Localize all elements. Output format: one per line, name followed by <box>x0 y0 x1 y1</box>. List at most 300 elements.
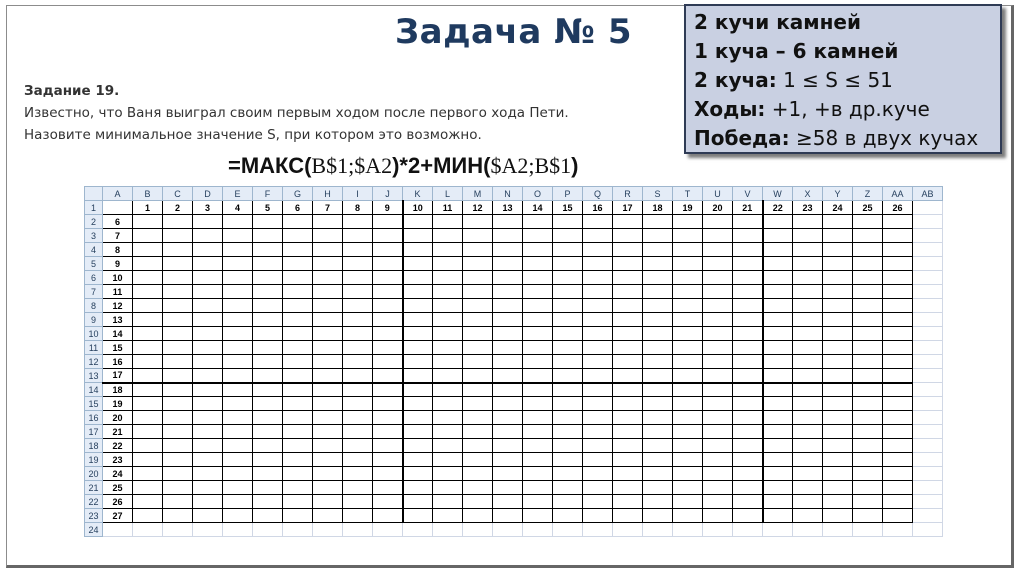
sheet-cell[interactable] <box>793 481 823 495</box>
sheet-cell[interactable] <box>913 341 943 355</box>
sheet-cell[interactable] <box>763 257 793 271</box>
sheet-cell[interactable] <box>733 369 763 383</box>
sheet-cell[interactable] <box>463 243 493 257</box>
sheet-cell[interactable] <box>433 355 463 369</box>
sheet-cell[interactable] <box>703 383 733 397</box>
sheet-cell[interactable] <box>523 355 553 369</box>
sheet-cell[interactable] <box>133 481 163 495</box>
sheet-cell[interactable] <box>343 313 373 327</box>
sheet-cell[interactable] <box>883 481 913 495</box>
row-header[interactable]: 19 <box>85 453 103 467</box>
sheet-cell[interactable] <box>223 313 253 327</box>
sheet-cell[interactable] <box>313 313 343 327</box>
sheet-cell[interactable] <box>643 425 673 439</box>
sheet-cell[interactable] <box>403 523 433 537</box>
sheet-cell[interactable] <box>853 369 883 383</box>
column-header[interactable]: W <box>763 187 793 201</box>
sheet-cell[interactable] <box>583 313 613 327</box>
sheet-cell[interactable] <box>313 439 343 453</box>
sheet-cell[interactable]: 17 <box>613 201 643 215</box>
sheet-cell[interactable] <box>193 285 223 299</box>
sheet-cell[interactable] <box>523 425 553 439</box>
sheet-cell[interactable] <box>433 271 463 285</box>
sheet-cell[interactable] <box>313 495 343 509</box>
sheet-cell[interactable] <box>313 257 343 271</box>
sheet-cell[interactable] <box>733 327 763 341</box>
sheet-cell[interactable] <box>493 243 523 257</box>
sheet-cell[interactable] <box>223 257 253 271</box>
sheet-cell[interactable] <box>823 285 853 299</box>
sheet-cell[interactable] <box>883 271 913 285</box>
sheet-cell[interactable] <box>553 495 583 509</box>
sheet-cell[interactable] <box>523 229 553 243</box>
sheet-cell[interactable]: 20 <box>703 201 733 215</box>
sheet-cell[interactable] <box>583 327 613 341</box>
sheet-cell[interactable] <box>643 397 673 411</box>
row-header[interactable]: 18 <box>85 439 103 453</box>
row-header[interactable]: 8 <box>85 299 103 313</box>
sheet-cell[interactable] <box>703 271 733 285</box>
sheet-cell[interactable] <box>283 453 313 467</box>
sheet-cell[interactable] <box>703 481 733 495</box>
sheet-cell[interactable] <box>253 425 283 439</box>
sheet-cell[interactable] <box>733 271 763 285</box>
column-header[interactable]: K <box>403 187 433 201</box>
sheet-cell[interactable] <box>163 495 193 509</box>
sheet-cell[interactable] <box>133 271 163 285</box>
sheet-cell[interactable] <box>553 453 583 467</box>
sheet-cell[interactable] <box>373 271 403 285</box>
sheet-cell[interactable] <box>223 271 253 285</box>
sheet-cell[interactable] <box>793 453 823 467</box>
sheet-cell[interactable] <box>883 341 913 355</box>
sheet-cell[interactable] <box>913 467 943 481</box>
sheet-cell[interactable] <box>133 397 163 411</box>
sheet-cell[interactable] <box>373 481 403 495</box>
sheet-cell[interactable] <box>733 397 763 411</box>
sheet-cell[interactable] <box>793 495 823 509</box>
sheet-cell[interactable] <box>493 313 523 327</box>
sheet-cell[interactable]: 16 <box>103 355 133 369</box>
sheet-cell[interactable]: 21 <box>733 201 763 215</box>
sheet-cell[interactable] <box>223 481 253 495</box>
sheet-cell[interactable] <box>433 495 463 509</box>
sheet-cell[interactable] <box>493 523 523 537</box>
column-header[interactable]: G <box>283 187 313 201</box>
sheet-cell[interactable] <box>793 243 823 257</box>
sheet-cell[interactable] <box>223 523 253 537</box>
sheet-cell[interactable] <box>133 369 163 383</box>
sheet-cell[interactable] <box>733 285 763 299</box>
sheet-cell[interactable] <box>223 509 253 523</box>
column-header[interactable]: P <box>553 187 583 201</box>
sheet-cell[interactable] <box>373 369 403 383</box>
sheet-cell[interactable] <box>373 243 403 257</box>
sheet-cell[interactable] <box>433 327 463 341</box>
sheet-cell[interactable] <box>673 355 703 369</box>
sheet-cell[interactable] <box>133 453 163 467</box>
sheet-cell[interactable] <box>193 327 223 341</box>
sheet-cell[interactable]: 24 <box>103 467 133 481</box>
sheet-cell[interactable] <box>583 341 613 355</box>
sheet-cell[interactable] <box>733 425 763 439</box>
sheet-cell[interactable] <box>733 257 763 271</box>
sheet-cell[interactable] <box>883 467 913 481</box>
sheet-cell[interactable]: 10 <box>103 271 133 285</box>
sheet-cell[interactable] <box>313 383 343 397</box>
sheet-cell[interactable] <box>883 215 913 229</box>
sheet-cell[interactable] <box>253 453 283 467</box>
sheet-cell[interactable] <box>283 495 313 509</box>
sheet-cell[interactable]: 11 <box>103 285 133 299</box>
row-header[interactable]: 21 <box>85 481 103 495</box>
sheet-cell[interactable] <box>613 439 643 453</box>
sheet-cell[interactable] <box>703 285 733 299</box>
sheet-cell[interactable] <box>373 495 403 509</box>
sheet-cell[interactable] <box>193 397 223 411</box>
sheet-cell[interactable] <box>223 383 253 397</box>
sheet-cell[interactable] <box>343 397 373 411</box>
sheet-cell[interactable] <box>193 481 223 495</box>
sheet-cell[interactable] <box>883 299 913 313</box>
sheet-cell[interactable] <box>583 495 613 509</box>
sheet-cell[interactable]: 25 <box>103 481 133 495</box>
sheet-cell[interactable] <box>823 369 853 383</box>
sheet-cell[interactable] <box>793 215 823 229</box>
sheet-cell[interactable] <box>253 509 283 523</box>
sheet-cell[interactable] <box>373 229 403 243</box>
sheet-cell[interactable] <box>883 411 913 425</box>
sheet-cell[interactable] <box>553 397 583 411</box>
sheet-cell[interactable]: 20 <box>103 411 133 425</box>
sheet-cell[interactable] <box>793 411 823 425</box>
sheet-cell[interactable] <box>343 299 373 313</box>
sheet-cell[interactable] <box>733 299 763 313</box>
sheet-cell[interactable] <box>343 257 373 271</box>
sheet-cell[interactable] <box>853 425 883 439</box>
sheet-cell[interactable] <box>823 243 853 257</box>
sheet-cell[interactable]: 14 <box>523 201 553 215</box>
column-header[interactable]: X <box>793 187 823 201</box>
sheet-cell[interactable] <box>673 299 703 313</box>
sheet-cell[interactable] <box>583 425 613 439</box>
sheet-cell[interactable] <box>463 509 493 523</box>
sheet-cell[interactable] <box>673 369 703 383</box>
sheet-cell[interactable] <box>553 523 583 537</box>
sheet-cell[interactable] <box>763 411 793 425</box>
sheet-cell[interactable] <box>403 453 433 467</box>
sheet-cell[interactable] <box>553 369 583 383</box>
row-header[interactable]: 6 <box>85 271 103 285</box>
sheet-cell[interactable] <box>853 509 883 523</box>
sheet-cell[interactable] <box>703 299 733 313</box>
sheet-cell[interactable] <box>343 341 373 355</box>
sheet-cell[interactable] <box>583 229 613 243</box>
sheet-cell[interactable] <box>673 481 703 495</box>
sheet-cell[interactable] <box>703 453 733 467</box>
sheet-cell[interactable] <box>583 439 613 453</box>
sheet-cell[interactable] <box>373 383 403 397</box>
sheet-cell[interactable] <box>913 215 943 229</box>
sheet-cell[interactable] <box>463 425 493 439</box>
column-header[interactable]: S <box>643 187 673 201</box>
sheet-cell[interactable] <box>913 481 943 495</box>
row-header[interactable]: 20 <box>85 467 103 481</box>
sheet-cell[interactable] <box>433 397 463 411</box>
sheet-cell[interactable] <box>793 523 823 537</box>
sheet-cell[interactable] <box>613 509 643 523</box>
sheet-cell[interactable] <box>313 299 343 313</box>
sheet-cell[interactable] <box>253 523 283 537</box>
sheet-cell[interactable] <box>253 397 283 411</box>
sheet-cell[interactable] <box>463 257 493 271</box>
sheet-cell[interactable] <box>493 453 523 467</box>
sheet-cell[interactable] <box>463 439 493 453</box>
sheet-cell[interactable] <box>793 299 823 313</box>
sheet-cell[interactable] <box>493 215 523 229</box>
sheet-cell[interactable] <box>163 467 193 481</box>
sheet-cell[interactable] <box>913 201 943 215</box>
sheet-cell[interactable] <box>673 243 703 257</box>
sheet-cell[interactable] <box>643 229 673 243</box>
sheet-cell[interactable] <box>673 313 703 327</box>
sheet-cell[interactable] <box>613 313 643 327</box>
sheet-cell[interactable] <box>283 523 313 537</box>
sheet-cell[interactable] <box>253 383 283 397</box>
sheet-cell[interactable] <box>223 299 253 313</box>
sheet-cell[interactable] <box>763 495 793 509</box>
sheet-cell[interactable] <box>433 215 463 229</box>
sheet-cell[interactable] <box>703 369 733 383</box>
sheet-cell[interactable] <box>763 481 793 495</box>
sheet-cell[interactable] <box>853 341 883 355</box>
sheet-cell[interactable] <box>553 215 583 229</box>
sheet-cell[interactable] <box>913 355 943 369</box>
sheet-cell[interactable] <box>853 495 883 509</box>
sheet-cell[interactable] <box>613 495 643 509</box>
sheet-cell[interactable] <box>583 285 613 299</box>
row-header[interactable]: 22 <box>85 495 103 509</box>
sheet-cell[interactable] <box>373 453 403 467</box>
sheet-cell[interactable] <box>193 229 223 243</box>
sheet-cell[interactable] <box>223 285 253 299</box>
sheet-cell[interactable] <box>913 229 943 243</box>
sheet-cell[interactable] <box>343 327 373 341</box>
sheet-cell[interactable] <box>133 285 163 299</box>
sheet-cell[interactable] <box>313 509 343 523</box>
sheet-cell[interactable] <box>493 355 523 369</box>
sheet-cell[interactable] <box>913 383 943 397</box>
column-header[interactable]: M <box>463 187 493 201</box>
sheet-cell[interactable] <box>133 341 163 355</box>
sheet-cell[interactable] <box>133 495 163 509</box>
sheet-cell[interactable] <box>793 383 823 397</box>
sheet-cell[interactable] <box>673 439 703 453</box>
sheet-cell[interactable] <box>733 481 763 495</box>
sheet-cell[interactable] <box>553 271 583 285</box>
sheet-cell[interactable]: 19 <box>673 201 703 215</box>
column-header[interactable]: I <box>343 187 373 201</box>
sheet-cell[interactable] <box>883 285 913 299</box>
row-header[interactable]: 7 <box>85 285 103 299</box>
sheet-cell[interactable] <box>883 313 913 327</box>
column-header[interactable]: B <box>133 187 163 201</box>
sheet-corner[interactable] <box>85 187 103 201</box>
column-header[interactable]: Z <box>853 187 883 201</box>
sheet-cell[interactable] <box>703 495 733 509</box>
sheet-cell[interactable] <box>463 313 493 327</box>
sheet-cell[interactable]: 23 <box>103 453 133 467</box>
sheet-cell[interactable] <box>343 495 373 509</box>
row-header[interactable]: 24 <box>85 523 103 537</box>
sheet-cell[interactable] <box>133 467 163 481</box>
sheet-cell[interactable] <box>583 369 613 383</box>
sheet-cell[interactable] <box>793 229 823 243</box>
sheet-cell[interactable]: 18 <box>643 201 673 215</box>
sheet-cell[interactable] <box>763 383 793 397</box>
column-header[interactable]: R <box>613 187 643 201</box>
sheet-cell[interactable] <box>673 327 703 341</box>
column-header[interactable]: F <box>253 187 283 201</box>
sheet-cell[interactable] <box>703 229 733 243</box>
sheet-cell[interactable] <box>793 341 823 355</box>
sheet-cell[interactable] <box>733 495 763 509</box>
sheet-cell[interactable] <box>673 229 703 243</box>
sheet-cell[interactable] <box>373 313 403 327</box>
sheet-cell[interactable] <box>253 411 283 425</box>
sheet-cell[interactable] <box>193 215 223 229</box>
sheet-cell[interactable] <box>313 425 343 439</box>
sheet-cell[interactable]: 15 <box>553 201 583 215</box>
sheet-cell[interactable] <box>193 299 223 313</box>
row-header[interactable]: 1 <box>85 201 103 215</box>
sheet-cell[interactable]: 1 <box>133 201 163 215</box>
sheet-cell[interactable] <box>853 215 883 229</box>
sheet-cell[interactable] <box>433 313 463 327</box>
sheet-cell[interactable] <box>283 257 313 271</box>
sheet-cell[interactable]: 9 <box>103 257 133 271</box>
column-header[interactable]: D <box>193 187 223 201</box>
sheet-cell[interactable] <box>523 523 553 537</box>
sheet-cell[interactable] <box>223 453 253 467</box>
sheet-cell[interactable] <box>433 383 463 397</box>
sheet-cell[interactable] <box>163 425 193 439</box>
column-header[interactable]: H <box>313 187 343 201</box>
sheet-cell[interactable] <box>613 369 643 383</box>
sheet-cell[interactable] <box>403 313 433 327</box>
sheet-cell[interactable] <box>823 481 853 495</box>
sheet-cell[interactable] <box>613 467 643 481</box>
sheet-cell[interactable] <box>913 411 943 425</box>
sheet-cell[interactable] <box>643 271 673 285</box>
sheet-cell[interactable] <box>313 523 343 537</box>
sheet-cell[interactable]: 9 <box>373 201 403 215</box>
sheet-cell[interactable] <box>793 285 823 299</box>
row-header[interactable]: 3 <box>85 229 103 243</box>
sheet-cell[interactable] <box>223 243 253 257</box>
sheet-cell[interactable] <box>883 439 913 453</box>
sheet-cell[interactable] <box>433 257 463 271</box>
sheet-cell[interactable] <box>403 397 433 411</box>
sheet-cell[interactable] <box>433 341 463 355</box>
sheet-cell[interactable]: 18 <box>103 383 133 397</box>
sheet-cell[interactable] <box>373 397 403 411</box>
sheet-cell[interactable] <box>703 425 733 439</box>
sheet-cell[interactable] <box>883 397 913 411</box>
sheet-cell[interactable] <box>823 411 853 425</box>
sheet-cell[interactable] <box>793 271 823 285</box>
sheet-cell[interactable] <box>343 285 373 299</box>
sheet-cell[interactable] <box>703 243 733 257</box>
sheet-cell[interactable] <box>763 215 793 229</box>
sheet-cell[interactable] <box>823 215 853 229</box>
sheet-cell[interactable] <box>343 425 373 439</box>
sheet-cell[interactable] <box>493 271 523 285</box>
sheet-cell[interactable] <box>163 369 193 383</box>
sheet-cell[interactable] <box>583 383 613 397</box>
sheet-cell[interactable] <box>613 481 643 495</box>
sheet-cell[interactable] <box>283 411 313 425</box>
sheet-cell[interactable]: 24 <box>823 201 853 215</box>
sheet-cell[interactable] <box>523 383 553 397</box>
sheet-cell[interactable] <box>163 285 193 299</box>
sheet-cell[interactable] <box>163 355 193 369</box>
sheet-cell[interactable] <box>163 523 193 537</box>
sheet-cell[interactable] <box>613 243 643 257</box>
sheet-cell[interactable] <box>223 355 253 369</box>
sheet-cell[interactable] <box>823 341 853 355</box>
row-header[interactable]: 13 <box>85 369 103 383</box>
sheet-cell[interactable] <box>193 313 223 327</box>
sheet-cell[interactable] <box>403 243 433 257</box>
sheet-cell[interactable] <box>373 439 403 453</box>
sheet-cell[interactable] <box>283 299 313 313</box>
sheet-cell[interactable] <box>343 243 373 257</box>
sheet-cell[interactable] <box>433 285 463 299</box>
sheet-cell[interactable] <box>913 257 943 271</box>
sheet-cell[interactable] <box>703 523 733 537</box>
row-header[interactable]: 12 <box>85 355 103 369</box>
sheet-cell[interactable] <box>463 495 493 509</box>
sheet-cell[interactable] <box>583 481 613 495</box>
row-header[interactable]: 4 <box>85 243 103 257</box>
sheet-cell[interactable] <box>763 341 793 355</box>
sheet-cell[interactable] <box>163 327 193 341</box>
sheet-cell[interactable] <box>163 509 193 523</box>
sheet-cell[interactable] <box>193 523 223 537</box>
sheet-cell[interactable] <box>343 509 373 523</box>
sheet-cell[interactable] <box>823 229 853 243</box>
sheet-cell[interactable] <box>193 257 223 271</box>
sheet-cell[interactable] <box>403 425 433 439</box>
row-header[interactable]: 14 <box>85 383 103 397</box>
sheet-cell[interactable]: 2 <box>163 201 193 215</box>
sheet-cell[interactable]: 25 <box>853 201 883 215</box>
sheet-cell[interactable] <box>733 383 763 397</box>
sheet-cell[interactable] <box>463 467 493 481</box>
sheet-cell[interactable] <box>403 509 433 523</box>
sheet-cell[interactable] <box>523 509 553 523</box>
sheet-cell[interactable] <box>193 467 223 481</box>
sheet-cell[interactable] <box>523 299 553 313</box>
sheet-cell[interactable] <box>763 243 793 257</box>
sheet-cell[interactable] <box>343 523 373 537</box>
sheet-cell[interactable] <box>583 271 613 285</box>
sheet-cell[interactable] <box>523 481 553 495</box>
sheet-cell[interactable] <box>643 383 673 397</box>
sheet-cell[interactable] <box>523 495 553 509</box>
sheet-cell[interactable] <box>643 215 673 229</box>
